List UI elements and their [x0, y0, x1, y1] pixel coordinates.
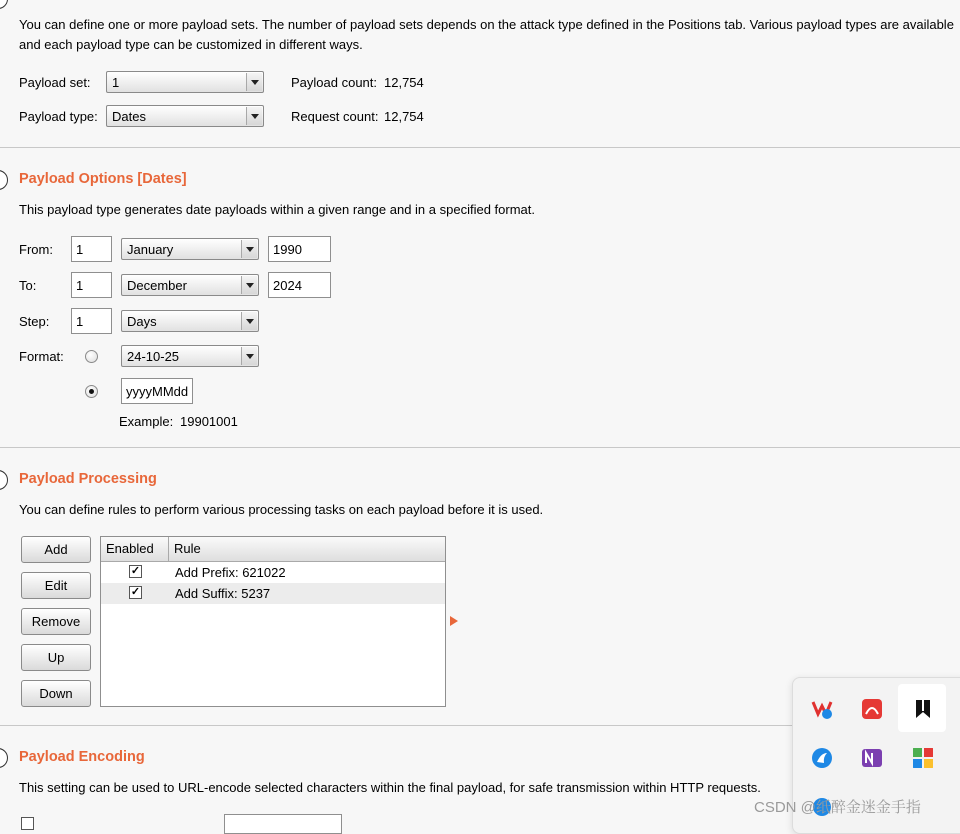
payload-set-value: 1 [112, 75, 120, 90]
step-value-input[interactable] [71, 308, 112, 334]
from-label: From: [19, 242, 53, 257]
help-icon[interactable] [0, 470, 8, 490]
help-icon[interactable] [0, 170, 8, 190]
move-up-button[interactable]: Up [21, 644, 91, 671]
enabled-checkbox[interactable]: ✓ [130, 565, 141, 577]
add-rule-button[interactable]: Add [21, 536, 91, 563]
rule-cell: Add Suffix: 5237 [175, 586, 271, 601]
section-divider [0, 447, 960, 448]
format-preset-radio[interactable] [85, 350, 98, 363]
wps-cloud-icon[interactable] [811, 698, 833, 720]
from-year-input[interactable] [268, 236, 331, 262]
chevron-down-icon [241, 312, 257, 330]
enabled-checkbox[interactable]: ✓ [130, 586, 141, 598]
step-value: 1 [76, 314, 84, 329]
payload-type-value: Dates [112, 109, 146, 124]
payload-options-description: This payload type generates date payloads within a given range and in a specified format. [19, 202, 535, 217]
step-label: Step: [19, 314, 50, 329]
help-icon[interactable] [0, 748, 8, 768]
to-year-value: 2024 [273, 278, 302, 293]
chevron-down-icon [241, 347, 257, 365]
payload-options-title: Payload Options [Dates] [19, 171, 187, 187]
remove-rule-button[interactable]: Remove [21, 608, 91, 635]
table-header [101, 537, 445, 562]
format-preset-value: 24-10-25 [127, 349, 180, 364]
url-encode-chars-input[interactable] [224, 814, 342, 834]
onenote-icon[interactable] [861, 747, 883, 769]
to-month-select[interactable] [121, 274, 259, 296]
payload-encoding-title: Payload Encoding [19, 749, 145, 765]
payload-set-label: Payload set: [19, 75, 91, 90]
payload-sets-description-line2: and each payload type can be customized in different ways. [19, 37, 363, 52]
payload-set-select[interactable] [106, 71, 264, 93]
example-label: Example: [119, 414, 174, 429]
table-row[interactable] [101, 583, 445, 604]
bookmark-app-icon[interactable] [912, 698, 934, 720]
section-divider [0, 147, 960, 148]
move-down-button[interactable]: Down [21, 680, 91, 707]
to-label: To: [19, 278, 37, 293]
grid-app-icon[interactable] [912, 747, 934, 769]
chevron-down-icon [246, 73, 262, 91]
from-month-value: January [127, 242, 174, 257]
to-day-value: 1 [76, 278, 84, 293]
payload-encoding-description: This setting can be used to URL-encode selected characters within the final payload, for safe transmission within HTTP requests. [19, 780, 761, 795]
format-custom-value: yyyyMMdd [126, 384, 189, 399]
from-day-input[interactable] [71, 236, 112, 262]
chevron-down-icon [246, 107, 262, 125]
reader-icon[interactable] [861, 698, 883, 720]
step-unit-value: Days [127, 314, 157, 329]
chevron-down-icon [241, 276, 257, 294]
to-month-value: December [127, 278, 187, 293]
column-header-rule[interactable]: Rule [174, 541, 201, 556]
to-year-input[interactable] [268, 272, 331, 298]
table-row[interactable] [101, 562, 445, 583]
processing-rules-table [100, 536, 446, 707]
from-month-select[interactable] [121, 238, 259, 260]
format-label: Format: [19, 349, 64, 364]
format-custom-radio[interactable] [85, 385, 98, 398]
edit-rule-button[interactable]: Edit [21, 572, 91, 599]
payload-processing-title: Payload Processing [19, 471, 157, 487]
payload-type-label: Payload type: [19, 109, 98, 124]
column-divider [168, 537, 169, 561]
to-day-input[interactable] [71, 272, 112, 298]
watermark-text: CSDN @纸醉金迷金手指 [754, 799, 921, 816]
payload-count-label: Payload count: [291, 75, 378, 90]
payload-count-value: 12,754 [384, 75, 424, 90]
payload-type-select[interactable] [106, 105, 264, 127]
payload-processing-description: You can define rules to perform various processing tasks on each payload before it is used. [19, 502, 544, 517]
edge-swift-icon[interactable] [811, 747, 833, 769]
rule-cell: Add Prefix: 621022 [175, 565, 286, 580]
request-count-label: Request count: [291, 109, 379, 124]
from-day-value: 1 [76, 242, 84, 257]
example-value: 19901001 [180, 414, 238, 429]
expand-arrow-icon[interactable] [450, 616, 459, 626]
format-preset-select[interactable] [121, 345, 259, 367]
step-unit-select[interactable] [121, 310, 259, 332]
format-custom-input[interactable] [121, 378, 193, 404]
url-encode-checkbox[interactable] [21, 817, 34, 830]
payload-sets-description-line1: You can define one or more payload sets. The number of payload sets depends on the attack type defined in the Positions tab. Various payload types are available [19, 17, 954, 32]
column-header-enabled[interactable]: Enabled [106, 541, 154, 556]
request-count-value: 12,754 [384, 109, 424, 124]
section-collapse-icon[interactable] [0, 0, 8, 9]
chevron-down-icon [241, 240, 257, 258]
from-year-value: 1990 [273, 242, 302, 257]
